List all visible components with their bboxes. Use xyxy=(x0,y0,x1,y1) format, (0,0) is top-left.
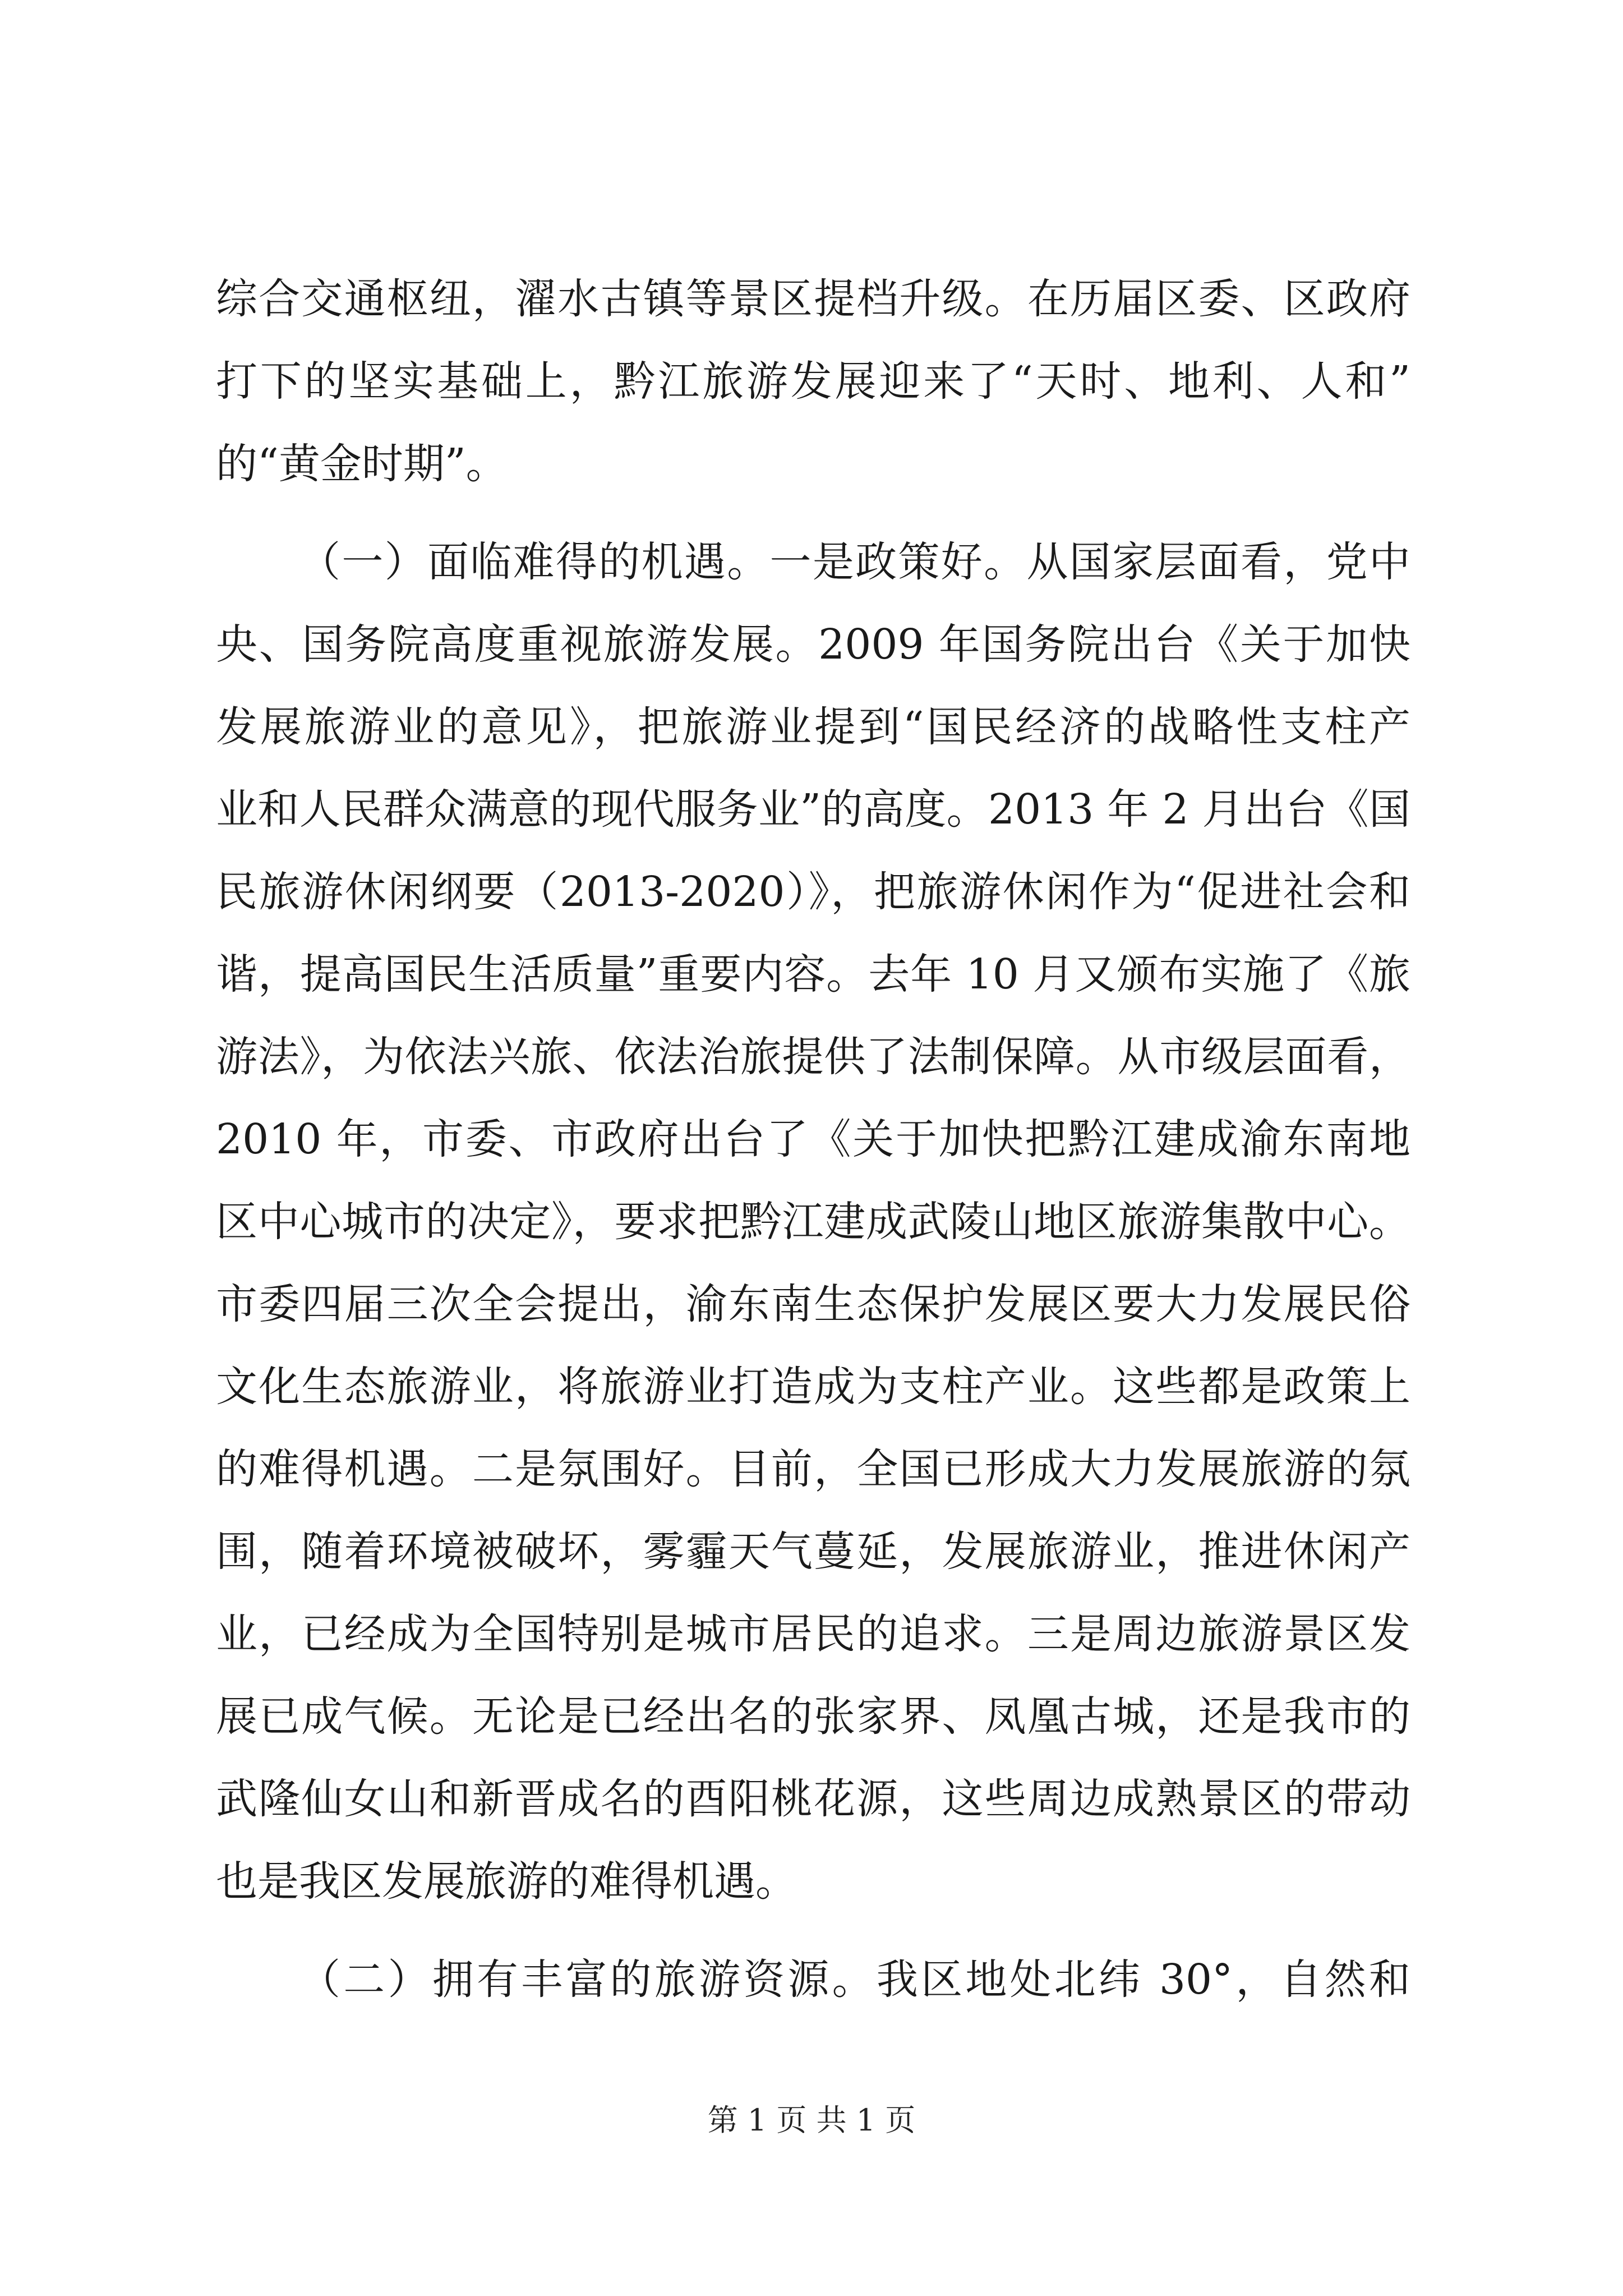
text-line: 综合交通枢纽，濯水古镇等景区提档升级。在历届区委、区政府 xyxy=(216,275,1410,323)
text-line: 武隆仙女山和新晋成名的酉阳桃花源，这些周边成熟景区的带动 xyxy=(216,1775,1410,1823)
text-line: 谐，提高国民生活质量”重要内容。去年 10 月又颁布实施了《旅 xyxy=(216,950,1410,999)
text-line: 业和人民群众满意的现代服务业”的高度。2013 年 2 月出台《国 xyxy=(216,785,1410,834)
text-line: 打下的坚实基础上，黔江旅游发展迎来了“天时、地利、人和” xyxy=(216,357,1410,406)
page-footer xyxy=(0,2101,1623,2140)
text-line: （二）拥有丰富的旅游资源。我区地处北纬 30°，自然和 xyxy=(299,1955,1410,2004)
page-number-label: 第 1 页 共 1 页 xyxy=(707,2102,916,2138)
document-body xyxy=(216,258,1410,2021)
text-line: 发展旅游业的意见》，把旅游业提到“国民经济的战略性支柱产 xyxy=(216,703,1410,751)
text-line: 央、国务院高度重视旅游发展。2009 年国务院出台《关于加快 xyxy=(216,620,1410,669)
text-line: 也是我区发展旅游的难得机遇。 xyxy=(216,1857,797,1906)
text-line: 2010 年，市委、市政府出台了《关于加快把黔江建成渝东南地 xyxy=(216,1115,1410,1163)
text-line: 市委四届三次全会提出，渝东南生态保护发展区要大力发展民俗 xyxy=(216,1280,1410,1328)
text-line: 业，已经成为全国特别是城市居民的追求。三是周边旅游景区发 xyxy=(216,1610,1410,1658)
paragraph xyxy=(216,521,1410,1923)
text-line: （一）面临难得的机遇。一是政策好。从国家层面看，党中 xyxy=(299,538,1410,586)
text-line: 围，随着环境被破坏，雾霾天气蔓延，发展旅游业，推进休闲产 xyxy=(216,1527,1410,1576)
paragraph xyxy=(216,1939,1410,2021)
text-line: 展已成气候。无论是已经出名的张家界、凤凰古城，还是我市的 xyxy=(216,1692,1410,1741)
text-line: 民旅游休闲纲要（2013-2020）》，把旅游休闲作为“促进社会和 xyxy=(216,868,1410,916)
text-line: 游法》，为依法兴旅、依法治旅提供了法制保障。从市级层面看， xyxy=(216,1033,1410,1081)
text-line: 的“黄金时期”。 xyxy=(216,440,508,488)
paragraph xyxy=(216,258,1410,505)
text-line: 文化生态旅游业，将旅游业打造成为支柱产业。这些都是政策上 xyxy=(216,1363,1410,1411)
text-line: 区中心城市的决定》，要求把黔江建成武陵山地区旅游集散中心。 xyxy=(216,1198,1410,1246)
text-line: 的难得机遇。二是氛围好。目前，全国已形成大力发展旅游的氛 xyxy=(216,1445,1410,1493)
